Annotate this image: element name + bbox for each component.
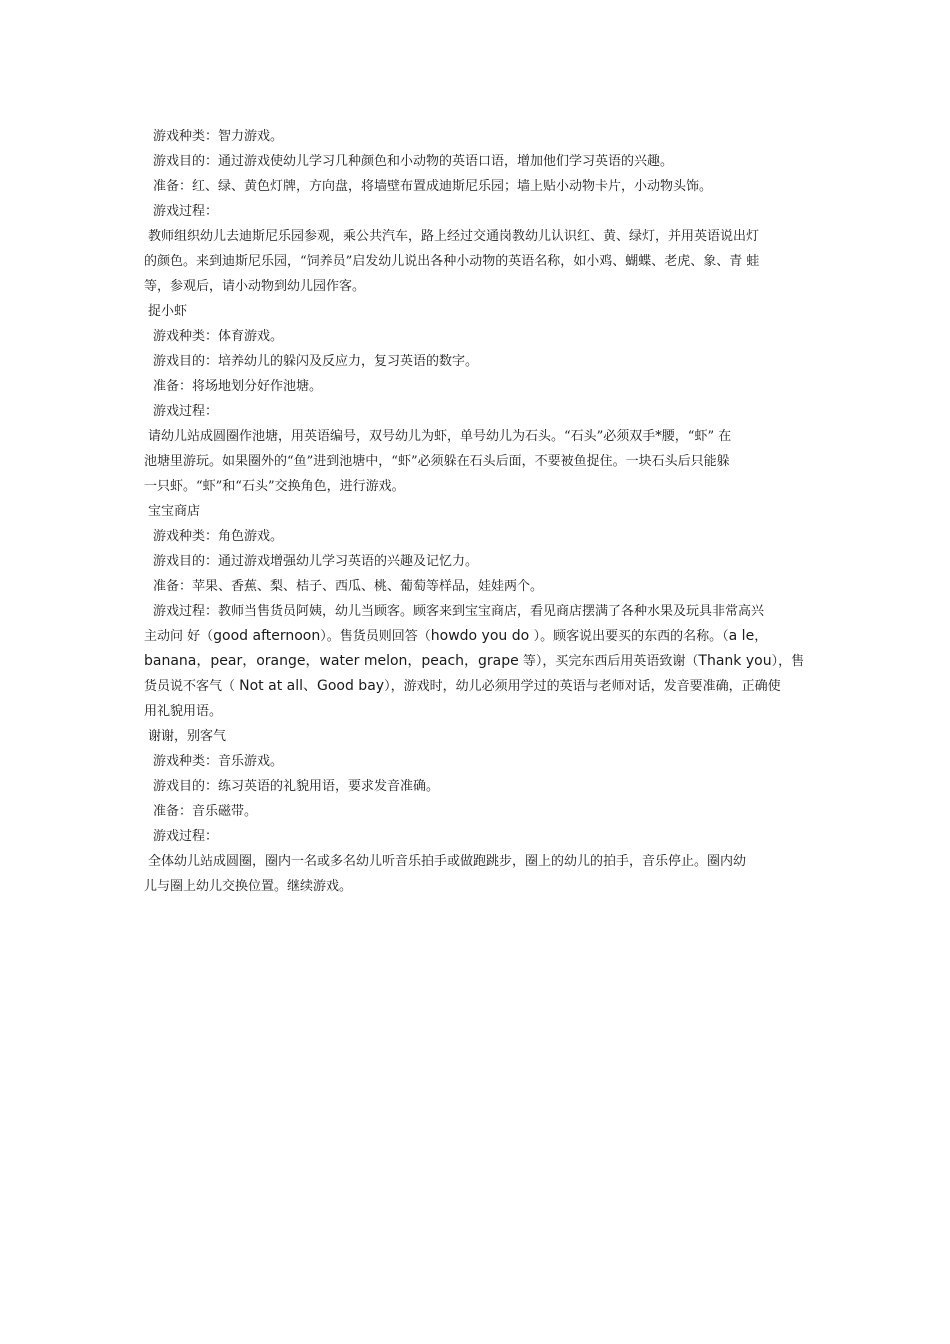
english-phrase: a le: [728, 628, 755, 644]
game-process-paragraph-line: 用礼貌用语。: [144, 704, 223, 719]
game-prep-line: 准备：将场地划分好作池塘。: [153, 379, 323, 394]
game-type-line: 游戏种类：体育游戏。: [153, 329, 284, 344]
game-process-paragraph-line: 请幼儿站成圆圈作池塘，用英语编号，双号幼儿为虾，单号幼儿为石头。“石头”必须双手*腰，“虾” 在: [148, 429, 732, 444]
document-body: [144, 124, 808, 899]
game-prep-line: 准备：音乐磁带。: [153, 804, 258, 819]
game-type-line: 游戏种类：智力游戏。: [153, 129, 284, 144]
game-process-paragraph-line: [144, 649, 808, 674]
text-run: ）。顾客说出要买的东西的名称。（: [533, 629, 729, 644]
game-goal-line: 游戏目的：练习英语的礼貌用语，要求发音准确。: [153, 779, 440, 794]
text-run: 等），买完东西后用英语致谢（: [518, 654, 699, 669]
game-process-paragraph-line: 全体幼儿站成圆圈，圈内一名或多名幼儿听音乐拍手或做跑跳步，圈上的幼儿的拍手，音乐停止。圈内幼: [148, 854, 747, 869]
game-prep-line: 准备：苹果、香蕉、梨、桔子、西瓜、桃、葡萄等样品，娃娃两个。: [153, 579, 544, 594]
english-phrase: banana，pear，orange，water melon，peach，grape: [144, 653, 519, 669]
english-phrase: Thank you: [698, 653, 772, 669]
game-process-label: 游戏过程：: [153, 829, 219, 844]
game-process-label: 游戏过程：: [153, 204, 219, 219]
game-process-paragraph-line: 教师组织幼儿去迪斯尼乐园参观，乘公共汽车，路上经过交通岗教幼儿认识红、黄、绿灯，并用英语说出灯: [148, 229, 760, 244]
game-goal-line: 游戏目的：通过游戏使幼儿学习几种颜色和小动物的英语口语，增加他们学习英语的兴趣。: [153, 154, 674, 169]
game-process-paragraph-line: [144, 624, 808, 649]
game-process-paragraph-line: 池塘里游玩。如果圈外的“鱼”进到池塘中，“虾”必须躲在石头后面，不要被鱼捉住。一块石头后只能躲: [144, 454, 730, 469]
game-type-line: 游戏种类：音乐游戏。: [153, 754, 284, 769]
game-prep-line: 准备：红、绿、黄色灯牌，方向盘，将墙壁布置成迪斯尼乐园；墙上贴小动物卡片，小动物头饰。: [153, 179, 713, 194]
game-process-label: 游戏过程：: [153, 404, 219, 419]
game-type-line: 游戏种类：角色游戏。: [153, 529, 284, 544]
english-phrase: howdo you do: [430, 628, 534, 644]
text-run: ），售: [771, 654, 805, 669]
game-process-paragraph-line: 一只虾。“虾”和“石头”交换角色，进行游戏。: [144, 479, 405, 494]
game-goal-line: 游戏目的：通过游戏增强幼儿学习英语的兴趣及记忆力。: [153, 554, 479, 569]
game-process-paragraph-line: [144, 674, 808, 699]
game-goal-line: 游戏目的：培养幼儿的躲闪及反应力，复习英语的数字。: [153, 354, 479, 369]
game-process-paragraph-line: 的颜色。来到迪斯尼乐园，“饲养员”启发幼儿说出各种小动物的英语名称，如小鸡、蝴蝶、老虎、象、青 蛙: [144, 254, 760, 269]
english-phrase: Not at all、Good bay: [239, 678, 385, 694]
game-title: 宝宝商店: [148, 504, 201, 519]
text-run: 货员说不客气（: [144, 679, 240, 694]
text-run: ）。售货员则回答（: [320, 629, 431, 644]
text-run: 主动问 好（: [144, 629, 214, 644]
game-title: 谢谢，别客气: [148, 729, 227, 744]
game-process-paragraph-line: 游戏过程：教师当售货员阿姨，幼儿当顾客。顾客来到宝宝商店，看见商店摆满了各种水果及玩具非常高兴: [153, 604, 765, 619]
text-run: ，: [754, 629, 768, 644]
english-phrase: good afternoon: [213, 628, 321, 644]
text-run: ），游戏时，幼儿必须用学过的英语与老师对话，发音要准确，正确使: [384, 679, 781, 694]
game-title: 捉小虾: [148, 304, 188, 319]
game-process-paragraph-line: 儿与圈上幼儿交换位置。继续游戏。: [144, 879, 353, 894]
game-process-paragraph-line: 等，参观后，请小动物到幼儿园作客。: [144, 279, 366, 294]
